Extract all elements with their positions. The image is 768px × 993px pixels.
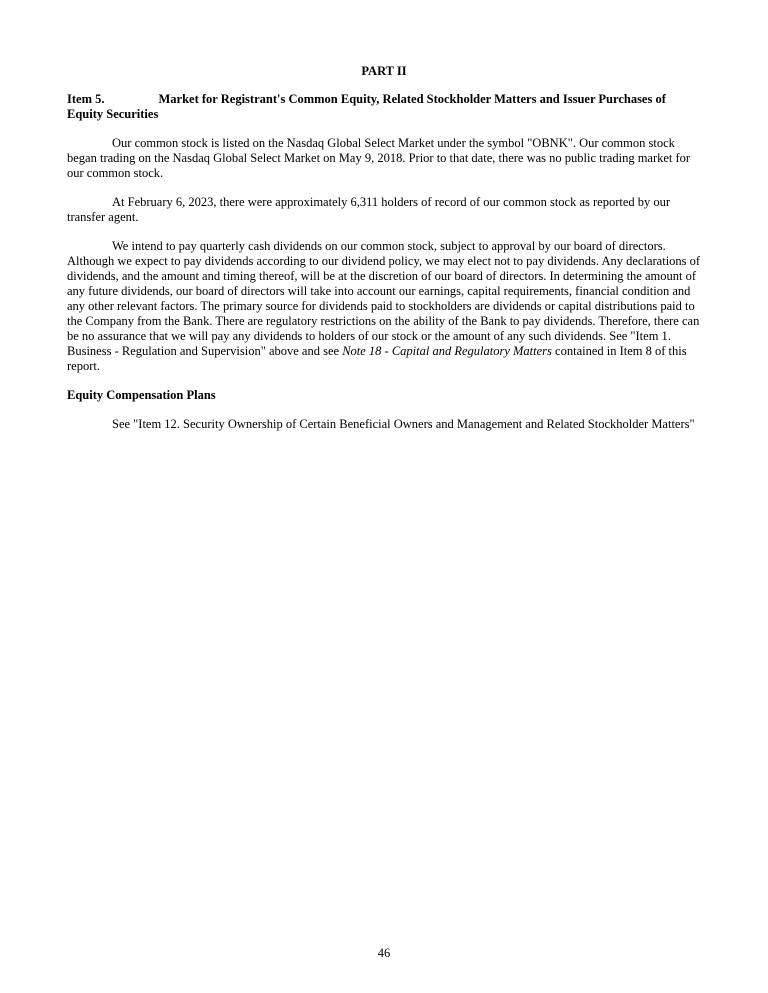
equity-compensation-heading: Equity Compensation Plans xyxy=(67,388,216,402)
item-heading xyxy=(67,92,701,122)
paragraph-item-12-reference: See "Item 12. Security Ownership of Certain Beneficial Owners and Management and Related Stockholder Matters" xyxy=(112,417,695,431)
paragraph-listing: Our common stock is listed on the Nasdaq Global Select Market under the symbol "OBNK". Our common stock began trading on the Nasdaq Global Select Market on May 9, 2018. Prior to that date, there was no public trading market for our common stock. xyxy=(67,136,691,180)
paragraph-dividends-text: We intend to pay quarterly cash dividends on our common stock, subject to approval by our board of directors. Although we expect to pay dividends according to our dividend policy, we may elect not to pay dividends. Any declarations of dividends, and the amount and timing thereof, will be at the discretion of our board of directors. In determining the amount of any future dividends, our board of directors will take into account our earnings, capital requirements, financial condition and any other relevant factors. The primary source for dividends paid to stockholders are dividends or capital distributions paid to the Company from the Bank. There are regulatory restrictions on the ability of the Bank to pay dividends. Therefore, there can be no assurance that we will pay any dividends to holders of our stock or the amount of any such dividends. See "Item 1. Business - Regulation and Supervision" above and see xyxy=(67,239,701,358)
paragraph-dividends-text-end: contained in Item 8 of this report. xyxy=(67,344,687,373)
paragraph-dividends xyxy=(67,239,701,374)
note-18-reference: Note 18 - Capital and Regulatory Matters xyxy=(342,344,552,358)
page-number: 46 xyxy=(377,946,391,960)
item-heading-label: Item 5. xyxy=(67,92,105,106)
paragraph-holders: At February 6, 2023, there were approximately 6,311 holders of record of our common stock as reported by our transfer agent. xyxy=(67,195,671,224)
item-heading-title: Market for Registrant's Common Equity, Related Stockholder Matters and Issuer Purchases of Equity Securities xyxy=(67,92,666,121)
part-title: PART II xyxy=(361,64,407,78)
document-content xyxy=(0,0,768,432)
